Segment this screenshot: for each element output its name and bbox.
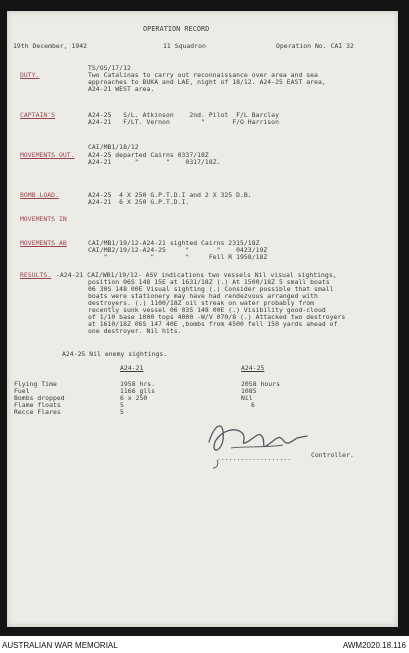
footer-catalogue-no: AWM2020.18.116: [342, 641, 406, 650]
label-bomb-load: BOMB LOAD.: [20, 191, 59, 199]
bomb-load-row-2: A24-21 6 X 250 G.P.T.D.I.: [88, 198, 190, 206]
movements-out-row-1: A24-25 departed Cairns 0337/18Z: [88, 151, 209, 159]
duty-ref: TS/OS/17/12: [88, 64, 131, 72]
results-line-4: boats were stationery may have had rendezvous arranged with: [88, 292, 318, 300]
movements-out-ref: CAI/MB1/18/12: [88, 143, 139, 151]
duty-line-1: Two Catalinas to carry out reconnaissance over area and sea: [88, 71, 318, 79]
summary-flame-floats-b: 6: [251, 401, 255, 409]
footer-source: AUSTRALIAN WAR MEMORIAL: [2, 641, 118, 650]
controller-signature: [203, 412, 343, 472]
movements-ab-row-1: CAI/MB1/19/12-A24-21 sighted Cairns 2315/18Z: [88, 239, 260, 247]
captains-row-1: A24-25 S/L. Atkinson 2nd. Pilot F/L Barclay: [88, 111, 279, 119]
summary-label-flying-time: Flying Time: [14, 380, 57, 388]
label-movements-ab: MOVEMENTS AB: [20, 239, 67, 247]
summary-label-bombs: Bombs dropped: [14, 394, 65, 402]
document-page: [7, 11, 398, 627]
results-line-7: of 1/10 base 1000 tops 4000 -W/V 070/8 (.) Attacked two destroyers: [88, 313, 346, 321]
summary-label-recce-flares: Recce Flares: [14, 408, 61, 416]
summary-flying-time-b: 2058 hours: [241, 380, 280, 388]
movements-out-row-2: A24-21 " " 0317/18Z.: [88, 158, 221, 166]
duty-line-2: approaches to BUKA and LAE, night of 18/12. A24-25 EAST area,: [88, 78, 326, 86]
results-line-2: position 06S 148 15E at 1631/18Z (.) At 1500/18Z 5 small boats: [88, 278, 330, 286]
summary-col-b: A24-25: [241, 364, 265, 372]
results-line-5: destroyers. (.) 1100/18Z oil streak on water probably from: [88, 299, 315, 307]
summary-bombs-a: 6 x 250: [120, 394, 148, 402]
summary-recce-flares-a: 5: [120, 408, 124, 416]
signature-dotted-line: ...................: [217, 454, 292, 462]
bomb-load-row-1: A24-25 4 X 250 G.P.T.D.I and 2 X 325 D.B.: [88, 191, 252, 199]
summary-flying-time-a: 1958 hrs.: [120, 380, 156, 388]
captains-row-2: A24-21 F/LT. Vernon " F/O Harrison: [88, 118, 279, 126]
header-operation-no: Operation No. CAI 32: [276, 42, 354, 50]
header-date: 19th December, 1942: [13, 42, 88, 50]
label-captains: CAPTAIN'S: [20, 111, 56, 119]
summary-label-flame-floats: Flame floats: [14, 401, 61, 409]
results-line-8: at 1610/18Z 06S 147 40E ,bombs from 4500 fell 150 yards ahead of: [88, 320, 338, 328]
label-results: RESULTS.: [20, 271, 52, 279]
summary-fuel-b: 1085: [241, 387, 257, 395]
results-line-1: -A24-21 CAI/WB1/19/12- ASV indications two vessels Nil visual sightings,: [56, 271, 337, 279]
label-movements-in: MOVEMENTS IN: [20, 215, 67, 223]
summary-bombs-b: Nil: [241, 394, 253, 402]
results-line-6: recently sunk vessel 06 03S 148 00E (.) Visibility good-cloud: [88, 306, 326, 314]
summary-col-a: A24-21: [120, 364, 144, 372]
summary-fuel-a: 1166 glls: [120, 387, 156, 395]
signature-role: Controller.: [311, 451, 354, 459]
document-title: OPERATION RECORD: [143, 25, 210, 33]
results-line-9: one destroyer. Nil hits.: [88, 327, 182, 335]
label-duty: DUTY.: [20, 71, 40, 79]
summary-label-fuel: Fuel: [14, 387, 30, 395]
movements-ab-row-3: " " " Fell R 1958/18Z: [88, 253, 268, 261]
header-squadron: 11 Squadron: [163, 42, 206, 50]
summary-flame-floats-a: 5: [120, 401, 124, 409]
duty-line-3: A24-21 WEST area.: [88, 85, 155, 93]
label-movements-out: MOVEMENTS OUT.: [20, 151, 75, 159]
movements-ab-row-2: CAI/MB2/19/12-A24-25 " " 0423/19Z: [88, 246, 268, 254]
results-nil-sightings: A24-25 Nil enemy sightings.: [62, 350, 168, 358]
results-line-3: 06 30S 148 00E Visual sighting (.) Consider possible that small: [88, 285, 334, 293]
